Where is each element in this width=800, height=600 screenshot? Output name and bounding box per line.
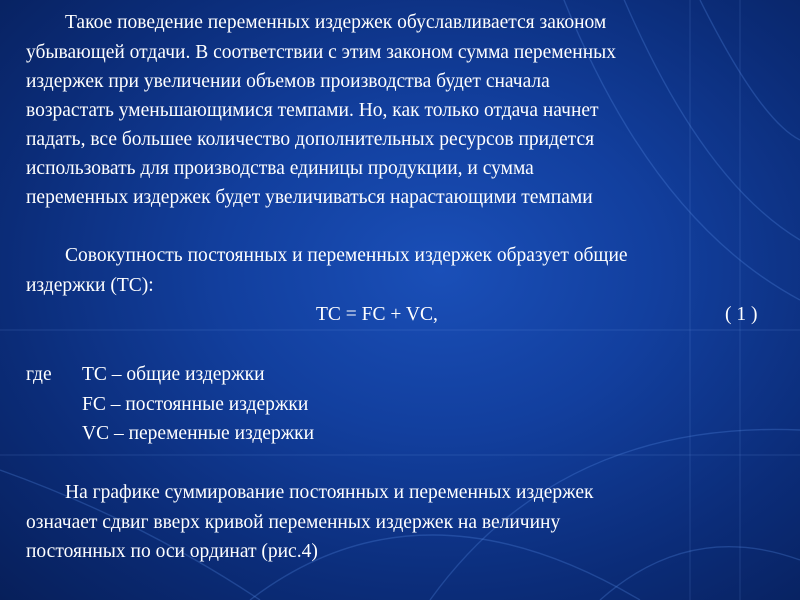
legend-prefix: где (26, 364, 52, 385)
paragraph-3-line-3: постоянных по оси ординат (рис.4) (26, 541, 318, 562)
paragraph-1-line-3: издержек при увеличении объемов производства будет сначала (26, 71, 550, 92)
paragraph-1-line-6: использовать для производства единицы продукции, и сумма (26, 158, 534, 179)
legend-item-vc: VC – переменные издержки (82, 423, 315, 444)
paragraph-2-line-1: Совокупность постоянных и переменных издержек образует общие (65, 245, 628, 266)
paragraph-1-line-5: падать, все большее количество дополнительных ресурсов придется (26, 129, 595, 150)
legend-item-tc: ТС – общие издержки (82, 364, 265, 385)
legend-item-fc: FC – постоянные издержки (82, 394, 309, 415)
paragraph-1-line-2: убывающей отдачи. В соответствии с этим законом сумма переменных (26, 42, 617, 63)
paragraph-3-line-2: означает сдвиг вверх кривой переменных издержек на величину (26, 512, 561, 533)
paragraph-3-line-1: На графике суммирование постоянных и переменных издержек (65, 482, 594, 503)
paragraph-2-line-2: издержки (ТС): (26, 275, 154, 296)
paragraph-1-line-1: Такое поведение переменных издержек обуславливается законом (65, 12, 607, 33)
paragraph-1-line-4: возрастать уменьшающимися темпами. Но, как только отдача начнет (26, 100, 599, 121)
formula-expression: ТС = FC + VC, (316, 304, 438, 325)
formula-number: ( 1 ) (725, 304, 758, 325)
paragraph-1-line-7: переменных издержек будет увеличиваться нарастающими темпами (26, 187, 593, 208)
